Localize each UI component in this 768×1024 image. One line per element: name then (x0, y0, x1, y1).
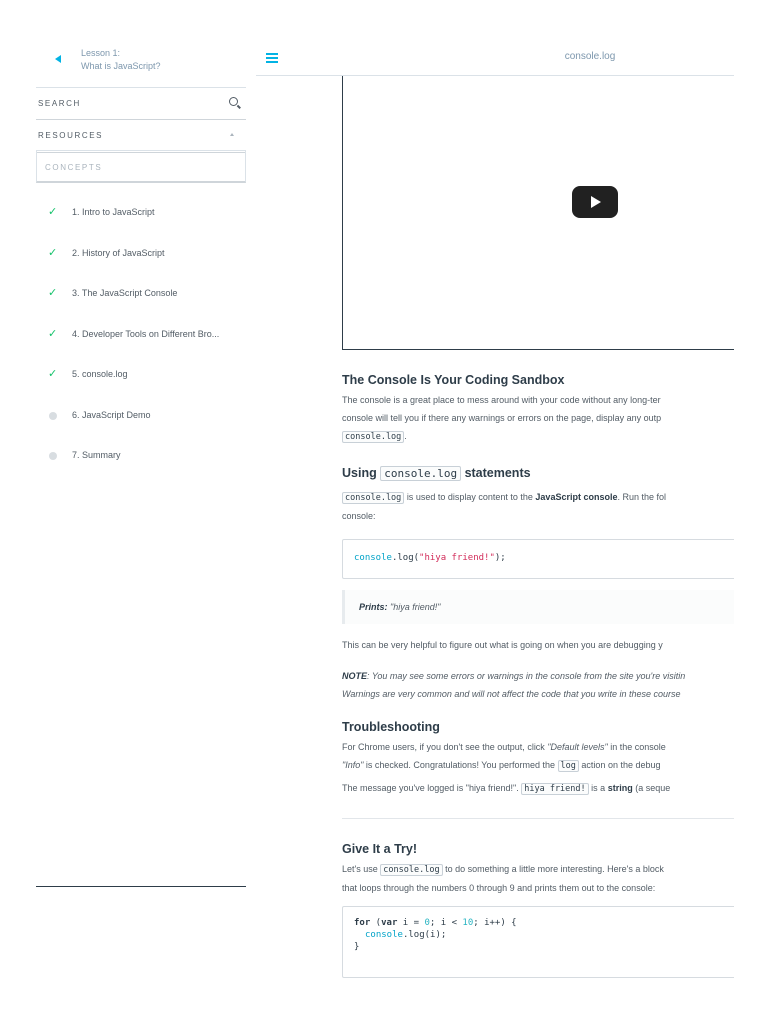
code-token: ( (370, 918, 382, 928)
lesson-header[interactable] (36, 40, 246, 92)
prints-text (359, 598, 440, 616)
inline-code: console.log (380, 466, 461, 481)
using-heading-pre: Using (342, 466, 377, 480)
back-arrow-icon[interactable] (55, 55, 61, 63)
sandbox-line-1: The console is a great place to mess around with your code without any long-ter (342, 395, 661, 405)
search-label: SEARCH (38, 99, 81, 108)
code-token: "hiya friend!" (419, 553, 495, 563)
using-line-2: console: (342, 511, 376, 521)
try-1-pre: Let's use (342, 864, 378, 874)
using-line-1-mid: is used to display content to the (406, 492, 533, 502)
concept-item-6[interactable] (36, 403, 246, 444)
code-token: 10 (462, 918, 474, 928)
video-player[interactable] (342, 76, 734, 350)
resources-row[interactable] (36, 120, 246, 153)
sidebar (36, 40, 246, 900)
try-line-2: that loops through the numbers 0 through 9 and prints them out to the console: (342, 883, 656, 893)
note-line-2: Warnings are very common and will not affect the code that you write in these course (342, 689, 681, 699)
concept-item-3[interactable] (36, 281, 246, 322)
ts-1-ital: "Default levels" (547, 742, 608, 752)
check-icon: ✓ (48, 368, 58, 380)
sandbox-line-2: console will tell you if there any warnings or errors on the page, display any outp (342, 413, 662, 423)
concept-label: 4. Developer Tools on Different Bro... (72, 328, 220, 339)
caret-up-icon[interactable] (230, 133, 234, 136)
ts-2-post: action on the debug (581, 760, 661, 770)
code-line-2 (354, 929, 734, 941)
code-token: ; i++) { (473, 918, 517, 928)
concept-label: 6. JavaScript Demo (72, 409, 151, 420)
hamburger-menu-icon[interactable] (266, 53, 278, 63)
troubleshooting-heading: Troubleshooting (342, 720, 440, 734)
concept-label: 3. The JavaScript Console (72, 288, 178, 298)
concept-label: 7. Summary (72, 450, 121, 460)
lesson-title: What is JavaScript? (81, 61, 161, 71)
incomplete-dot-icon (49, 412, 57, 420)
concept-item-7[interactable] (36, 443, 246, 484)
ts-2-ital: "Info" (342, 760, 364, 770)
concept-list (36, 200, 246, 484)
sandbox-period: . (404, 431, 407, 441)
concept-label: 5. console.log (72, 369, 128, 379)
search-icon[interactable] (229, 97, 238, 106)
sandbox-line-3 (342, 427, 661, 446)
code-token: i = (397, 918, 425, 928)
prints-value: "hiya friend!" (390, 602, 441, 612)
note-paragraph (342, 667, 685, 703)
ts-3-pre: The message you've logged is "hiya friend!". (342, 783, 519, 793)
check-icon: ✓ (48, 327, 58, 340)
code-block-2[interactable] (342, 906, 734, 978)
ts-1-post: in the console (607, 742, 666, 752)
concept-item-1[interactable] (36, 200, 246, 241)
ts-2-mid: is checked. Congratulations! You performed the (363, 760, 556, 770)
check-icon: ✓ (48, 287, 58, 299)
sandbox-heading: The Console Is Your Coding Sandbox (342, 373, 565, 387)
inline-code: console.log (342, 431, 404, 443)
try-1-post: to do something a little more interesting. Here's a block (445, 864, 664, 874)
code-line-3: } (354, 942, 360, 952)
sidebar-divider (36, 886, 246, 887)
play-button[interactable] (572, 186, 618, 218)
inline-code: hiya friend! (521, 783, 588, 795)
resources-label: RESOURCES (38, 131, 104, 140)
sandbox-body (342, 391, 661, 446)
code-token: for (354, 918, 371, 928)
using-body (342, 488, 666, 525)
using-heading-post: statements (464, 466, 531, 480)
ts-3-post: (a seque (635, 783, 671, 793)
code-token: console (365, 930, 403, 940)
section-try (342, 842, 417, 856)
code-token: console (354, 553, 392, 563)
helpful-line: This can be very helpful to figure out what is going on when you are debugging y (342, 640, 663, 650)
ts-3-bold: string (607, 783, 633, 793)
try-heading: Give It a Try! (342, 842, 418, 856)
note-line-1 (342, 667, 685, 685)
troubleshooting-line-1 (342, 738, 670, 756)
section-divider (342, 818, 734, 819)
section-using (342, 466, 531, 480)
using-heading (342, 466, 531, 480)
concept-label: 1. Intro to JavaScript (72, 207, 155, 217)
try-body (342, 860, 664, 897)
check-icon: ✓ (48, 206, 58, 218)
lesson-number: Lesson 1: (81, 48, 121, 58)
troubleshooting-line-3 (342, 779, 670, 798)
code-token: ; i < (429, 918, 463, 928)
helpful-paragraph (342, 636, 663, 654)
section-troubleshooting (342, 720, 440, 734)
note-text: : You may see some errors or warnings in the console from the site you're visitin (367, 671, 686, 681)
code-token: 0 (424, 918, 430, 928)
using-line-1 (342, 488, 666, 507)
concept-item-5[interactable] (36, 362, 246, 403)
code-token: var (381, 918, 398, 928)
inline-code: console.log (380, 864, 442, 876)
search-row[interactable] (36, 87, 246, 120)
code-token: .log(i); (402, 930, 447, 940)
using-line-1-post: . Run the fol (617, 492, 666, 502)
concepts-label: CONCEPTS (45, 163, 103, 172)
check-icon: ✓ (48, 246, 58, 259)
inline-code: log (558, 760, 579, 772)
concept-label: 2. History of JavaScript (72, 247, 165, 258)
section-sandbox (342, 373, 564, 387)
ts-1-pre: For Chrome users, if you don't see the output, click (342, 742, 548, 752)
page-title: console.log (564, 51, 616, 62)
troubleshooting-line-2 (342, 756, 670, 775)
prints-label: Prints: (359, 602, 388, 612)
inline-code: console.log (342, 492, 404, 504)
prints-callout (342, 590, 734, 624)
troubleshooting-body (342, 738, 670, 798)
ts-3-mid: is a (591, 783, 606, 793)
using-line-1-bold: JavaScript console (535, 492, 618, 502)
concepts-tab[interactable] (36, 150, 246, 183)
note-label: NOTE (342, 671, 368, 681)
code-block-1[interactable] (342, 539, 734, 579)
article-content (342, 370, 734, 990)
code-token: .log( (391, 553, 420, 563)
code-token: ); (494, 553, 506, 563)
try-line-1 (342, 860, 664, 879)
incomplete-dot-icon (49, 452, 57, 460)
concept-item-2[interactable] (36, 241, 246, 282)
concept-item-4[interactable] (36, 322, 246, 363)
code-line-1 (354, 917, 734, 929)
